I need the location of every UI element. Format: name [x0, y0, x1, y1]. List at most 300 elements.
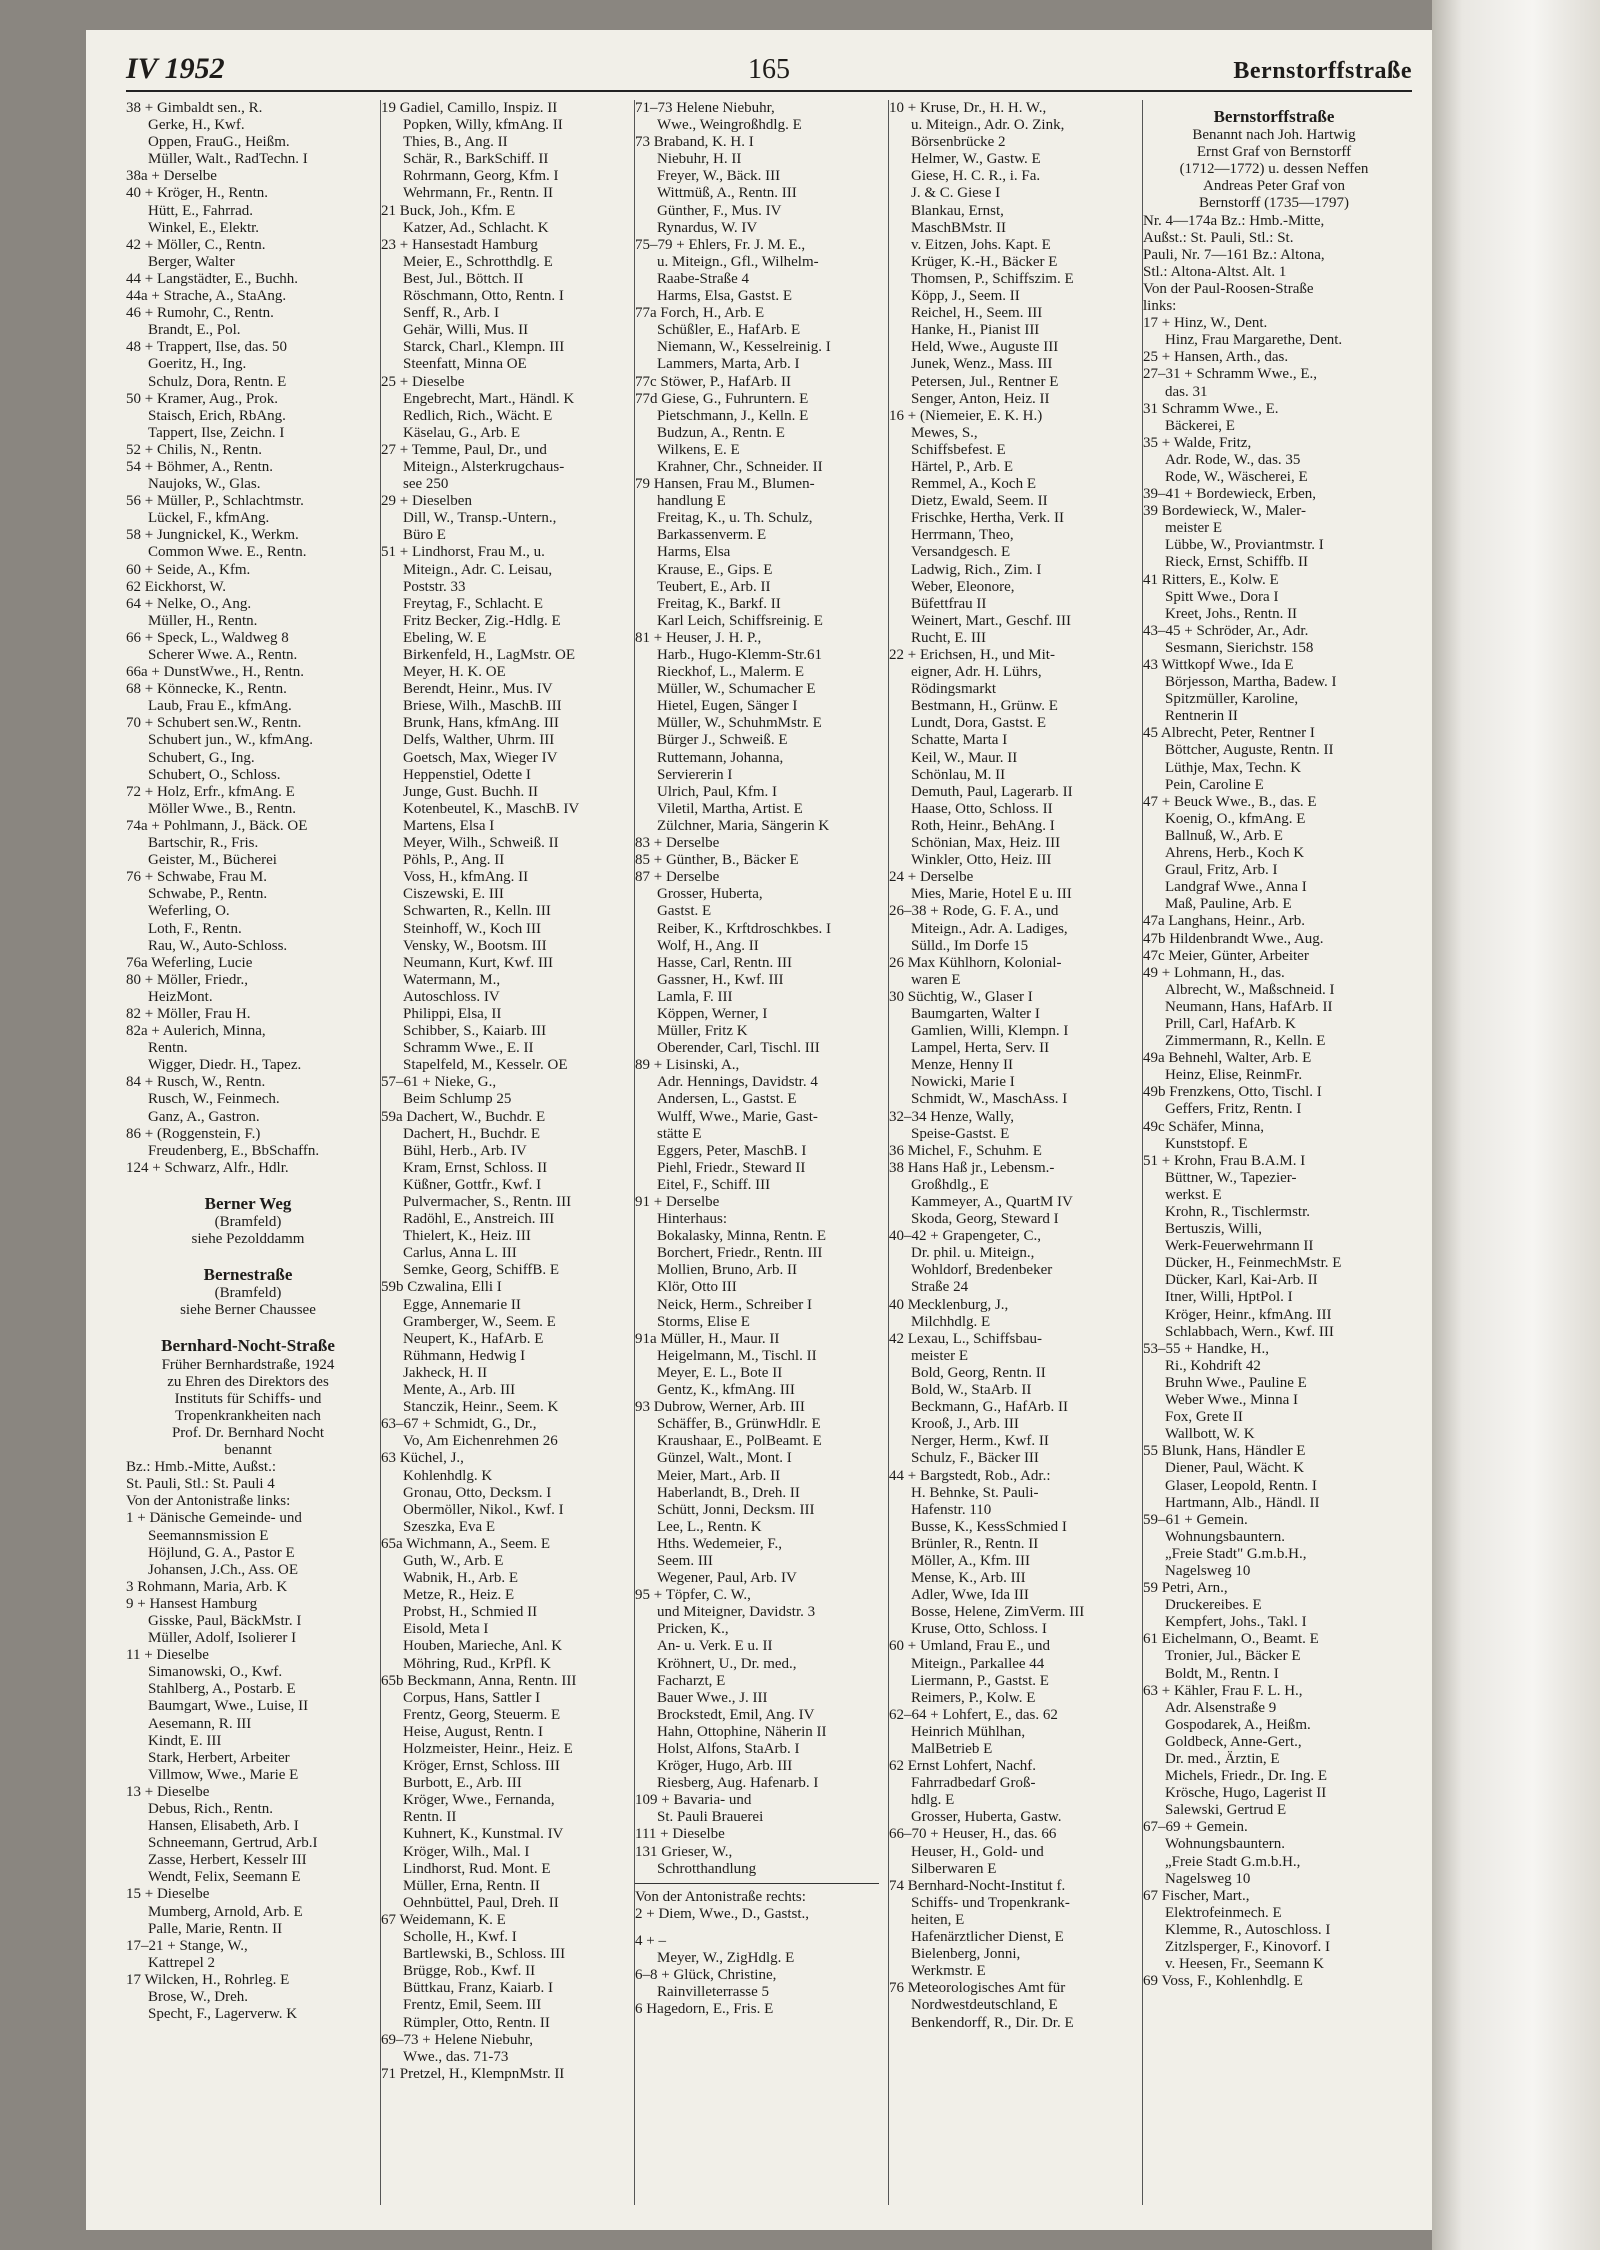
resident-entry: Müller, W., SchuhmMstr. E	[657, 715, 822, 732]
resident-entry: eigner, Adr. H. Lührs,	[911, 664, 1042, 681]
resident-entry: Probst, H., Schmied II	[403, 1604, 538, 1621]
resident-entry: Geister, M., Bücherei	[148, 852, 277, 869]
house-entry: Von der Antonistraße links:	[126, 1493, 291, 1510]
house-entry: 70 + Schubert sen.W., Rentn.	[126, 715, 302, 732]
resident-entry: Hafenstr. 110	[911, 1501, 992, 1518]
house-entry: 53–55 + Handke, H.,	[1143, 1340, 1269, 1357]
resident-entry: Mense, K., Arb. III	[911, 1570, 1026, 1587]
resident-entry: Schäffer, B., GrünwHdlr. E	[657, 1416, 821, 1433]
resident-entry: Druckereibes. E	[1165, 1597, 1262, 1614]
resident-entry: Junek, Wenz., Mass. III	[911, 356, 1053, 373]
resident-entry: Möhring, Rud., KrPfl. K	[403, 1655, 551, 1672]
resident-entry: Kotenbeutel, K., MaschB. IV	[403, 800, 580, 817]
house-entry: 49 + Lohmann, H., das.	[1143, 964, 1285, 981]
resident-entry: Adr. Alsenstraße 9	[1165, 1699, 1277, 1716]
resident-entry: Eggers, Peter, MaschB. I	[657, 1142, 807, 1159]
resident-entry: Schmidt, W., MaschAss. I	[911, 1091, 1068, 1108]
house-entry: 111 + Dieselbe	[635, 1826, 725, 1843]
resident-entry: Dietz, Ewald, Seem. II	[911, 493, 1048, 510]
resident-entry: Birkenfeld, H., LagMstr. OE	[403, 647, 576, 663]
house-entry: 50 + Kramer, Aug., Prok.	[126, 390, 279, 407]
house-entry: 72 + Holz, Erfr., kfmAng. E	[126, 783, 295, 800]
resident-entry: Mies, Marie, Hotel E u. III	[911, 886, 1072, 903]
resident-entry: Hinterhaus:	[657, 1211, 727, 1228]
resident-entry: Held, Wwe., Auguste III	[911, 339, 1059, 356]
resident-entry: Dachert, H., Buchdr. E	[403, 1125, 541, 1142]
resident-entry: Schwabe, P., Rentn.	[148, 886, 268, 903]
resident-entry: Hansen, Elisabeth, Arb. I	[148, 1818, 299, 1835]
house-entry: 66–70 + Heuser, H., das. 66	[889, 1826, 1057, 1843]
resident-entry: Roth, Heinr., BehAng. I	[911, 817, 1055, 834]
street-note: zu Ehren des Direktors des	[167, 1373, 329, 1390]
resident-entry: Liermann, P., Gastst. E	[911, 1672, 1049, 1689]
column-5	[1142, 100, 1405, 2205]
house-entry: 22 + Erichsen, H., und Mit-	[889, 647, 1055, 663]
resident-entry: Rentn.	[148, 1040, 188, 1057]
resident-entry: Ulrich, Paul, Kfm. I	[657, 783, 777, 800]
street-note: (Bramfeld)	[214, 1214, 282, 1230]
house-entry: Nr. 4—174a Bz.: Hmb.-Mitte,	[1143, 212, 1325, 229]
house-entry: 69 Voss, F., Kohlenhdlg. E	[1143, 1973, 1303, 1990]
resident-entry: Müller, Fritz K	[657, 1023, 748, 1040]
resident-entry: Schubert, O., Schloss.	[148, 766, 281, 783]
resident-entry: Reimers, P., Kolw. E	[911, 1689, 1036, 1706]
resident-entry: Oehnbüttel, Paul, Dreh. II	[403, 1894, 559, 1911]
resident-entry: Fox, Grete II	[1165, 1409, 1243, 1426]
house-entry: 68 + Könnecke, K., Rentn.	[126, 681, 287, 698]
resident-entry: Schatte, Marta I	[911, 732, 1008, 749]
resident-entry: Küßner, Gottfr., Kwf. I	[403, 1176, 542, 1193]
resident-entry: Villmow, Wwe., Marie E	[148, 1766, 299, 1783]
resident-entry: Kröhnert, U., Dr. med.,	[657, 1655, 797, 1672]
resident-entry: Facharzt, E	[657, 1672, 726, 1689]
house-entry: 41 Ritters, E., Kolw. E	[1143, 571, 1279, 588]
resident-entry: Serviererin I	[657, 766, 733, 783]
resident-entry: Hietel, Eugen, Sänger I	[657, 698, 798, 715]
resident-entry: Stark, Herbert, Arbeiter	[148, 1749, 290, 1766]
resident-entry: Semke, Georg, SchiffB. E	[403, 1262, 560, 1279]
resident-entry: Staisch, Erich, RbAng.	[148, 407, 286, 424]
resident-entry: Salewski, Gertrud E	[1165, 1802, 1287, 1819]
resident-entry: Petersen, Jul., Rentner E	[911, 373, 1059, 390]
house-entry: Von der Antonistraße rechts:	[635, 1888, 806, 1905]
resident-entry: Oberender, Carl, Tischl. III	[657, 1040, 820, 1057]
resident-entry: das. 31	[1165, 383, 1208, 400]
resident-entry: Heinz, Elise, ReinmFr.	[1165, 1067, 1303, 1084]
resident-entry: v. Heesen, Fr., Seemann K	[1165, 1956, 1324, 1973]
resident-entry: Common Wwe. E., Rentn.	[148, 544, 307, 561]
house-entry: 80 + Möller, Friedr.,	[126, 971, 249, 988]
resident-entry: Lückel, F., kfmAng.	[148, 510, 270, 527]
resident-entry: Demuth, Paul, Lagerarb. II	[911, 783, 1073, 800]
resident-entry: Kruse, Otto, Schloss. I	[911, 1621, 1047, 1638]
resident-entry: Lüthje, Max, Techn. K	[1165, 759, 1302, 776]
resident-entry: Beckmann, G., HafArb. II	[911, 1399, 1069, 1416]
resident-entry: Gastst. E	[657, 903, 712, 920]
house-entry: 71 Pretzel, H., KlempnMstr. II	[381, 2065, 565, 2082]
resident-entry: Schulz, F., Bäcker III	[911, 1450, 1039, 1467]
resident-entry: Neumann, Hans, HafArb. II	[1165, 998, 1333, 1015]
resident-entry: Milchhdlg. E	[911, 1313, 991, 1330]
street-note: (Bramfeld)	[214, 1285, 282, 1302]
resident-entry: Beim Schlump 25	[403, 1091, 512, 1108]
resident-entry: Seem. III	[657, 1552, 713, 1569]
resident-entry: Keil, W., Maur. II	[911, 749, 1018, 766]
resident-entry: Silberwaren E	[911, 1860, 997, 1877]
street-note: Prof. Dr. Bernhard Nocht	[171, 1424, 325, 1441]
house-entry: 25 + Hansen, Arth., das.	[1143, 349, 1289, 366]
house-entry: 76a Weferling, Lucie	[126, 954, 253, 971]
section-gap	[126, 1319, 370, 1329]
resident-entry: Gerke, H., Kwf.	[148, 117, 245, 134]
resident-entry: Naujoks, W., Glas.	[148, 476, 261, 493]
resident-entry: Schlabbach, Wern., Kwf. III	[1165, 1323, 1334, 1340]
resident-entry: Kraushaar, E., PolBeamt. E	[657, 1433, 822, 1450]
resident-entry: Zitzlsperger, F., Kinovorf. I	[1165, 1939, 1330, 1956]
resident-entry: und Miteigner, Davidstr. 3	[657, 1604, 816, 1621]
resident-entry: Kreet, Johs., Rentn. II	[1165, 605, 1298, 622]
resident-entry: Zimmermann, R., Kelln. E	[1165, 1033, 1326, 1050]
resident-entry: Aesemann, R. III	[148, 1715, 252, 1732]
resident-entry: Raabe-Straße 4	[657, 270, 750, 287]
house-entry: 67–69 + Gemein.	[1143, 1819, 1248, 1836]
house-entry: 29 + Dieselben	[381, 493, 472, 510]
resident-entry: Kram, Ernst, Schloss. II	[403, 1159, 548, 1176]
resident-entry: Bäckerei, E	[1165, 417, 1235, 434]
resident-entry: Baumgart, Wwe., Luise, II	[148, 1698, 309, 1715]
page-binding-edge	[1432, 0, 1600, 2250]
house-entry: 40 + Kröger, H., Rentn.	[126, 185, 269, 202]
resident-entry: Hinz, Frau Margarethe, Dent.	[1165, 332, 1343, 349]
resident-entry: Hanke, H., Pianist III	[911, 322, 1040, 339]
resident-entry: meister E	[1165, 520, 1223, 537]
resident-entry: Lammers, Marta, Arb. I	[657, 356, 800, 373]
resident-entry: Bartschir, R., Fris.	[148, 835, 259, 852]
resident-entry: Bertuszis, Willi,	[1165, 1221, 1263, 1238]
house-entry: 1 + Dänische Gemeinde- und	[126, 1510, 302, 1527]
section-rule	[635, 1883, 879, 1884]
house-entry: 62–64 + Lohfert, E., das. 62	[889, 1706, 1058, 1723]
house-entry: 59b Czwalina, Elli I	[381, 1279, 502, 1296]
resident-entry: Meyer, W., ZigHdlg. E	[657, 1950, 795, 1967]
resident-entry: Adr. Rode, W., das. 35	[1165, 451, 1301, 468]
resident-entry: Michels, Friedr., Dr. Ing. E	[1165, 1768, 1328, 1785]
resident-entry: Zasse, Herbert, Kesselr III	[148, 1852, 307, 1869]
house-entry: 42 + Möller, C., Rentn.	[126, 236, 266, 253]
house-entry: 65a Wichmann, A., Seem. E	[381, 1535, 551, 1552]
house-entry: 10 + Kruse, Dr., H. H. W.,	[889, 100, 1047, 116]
house-entry: 31 Schramm Wwe., E.	[1143, 400, 1279, 417]
resident-entry: Stapelfeld, M., Kesselr. OE	[403, 1057, 568, 1074]
column-3	[634, 100, 879, 2205]
house-entry: 16 + (Niemeier, E. K. H.)	[889, 407, 1043, 424]
resident-entry: Meier, Mart., Arb. II	[657, 1467, 781, 1484]
resident-entry: Schubert jun., W., kfmAng.	[148, 732, 313, 749]
resident-entry: Wallbott, W. K	[1165, 1426, 1255, 1443]
resident-entry: Schütt, Jonni, Decksm. III	[657, 1501, 815, 1518]
resident-entry: Itner, Willi, HptPol. I	[1165, 1289, 1293, 1306]
house-entry: 47a Langhans, Heinr., Arb.	[1143, 913, 1306, 930]
resident-entry: Schüßler, E., HafArb. E	[657, 322, 801, 339]
header-rule	[126, 90, 1412, 92]
resident-entry: Riesberg, Aug. Hafenarb. I	[657, 1775, 819, 1792]
resident-entry: Stahlberg, A., Postarb. E	[148, 1681, 296, 1698]
resident-entry: Blankau, Ernst,	[911, 202, 1004, 219]
resident-entry: Möller, A., Kfm. III	[911, 1552, 1030, 1569]
resident-entry: Meyer, H. K. OE	[403, 664, 506, 681]
street-note: (1712—1772) u. dessen Neffen	[1179, 161, 1369, 178]
resident-entry: Carlus, Anna L. III	[403, 1245, 517, 1262]
resident-entry: Rieck, Ernst, Schiffb. II	[1165, 554, 1309, 571]
resident-entry: Frischke, Hertha, Verk. II	[911, 510, 1065, 527]
resident-entry: Spitzmüller, Karoline,	[1165, 691, 1299, 708]
resident-entry: Specht, F., Lagerverw. K	[148, 2006, 298, 2023]
house-entry: 35 + Walde, Fritz,	[1143, 434, 1252, 451]
house-entry: 56 + Müller, P., Schlachtmstr.	[126, 493, 304, 510]
resident-entry: Schrotthandlung	[657, 1860, 757, 1877]
resident-entry: Neupert, K., HafArb. E	[403, 1330, 544, 1347]
resident-entry: Rainvilleterrasse 5	[657, 1984, 770, 2001]
house-entry: 38 Hans Haß jr., Lebensm.-	[889, 1159, 1055, 1176]
resident-entry: hdlg. E	[911, 1792, 955, 1809]
resident-entry: Graul, Fritz, Arb. I	[1165, 862, 1278, 879]
resident-entry: Pricken, K.,	[657, 1621, 729, 1638]
resident-entry: Krösche, Hugo, Lagerist II	[1165, 1785, 1327, 1802]
resident-entry: Müller, Erna, Rentn. II	[403, 1877, 540, 1894]
house-entry: 43 Wittkopf Wwe., Ida E	[1143, 657, 1294, 673]
resident-entry: Wohnungsbauntern.	[1165, 1836, 1286, 1853]
house-entry: 49b Frenzkens, Otto, Tischl. I	[1143, 1084, 1322, 1101]
house-entry: 6–8 + Glück, Christine,	[635, 1967, 777, 1984]
house-entry: Stl.: Altona-Altst. Alt. 1	[1143, 263, 1287, 280]
street-note: siehe Berner Chaussee	[180, 1302, 316, 1319]
house-entry: 93 Dubrow, Werner, Arb. III	[635, 1399, 805, 1416]
resident-entry: Büttkau, Franz, Kaiarb. I	[403, 1980, 553, 1997]
resident-entry: Röschmann, Otto, Rentn. I	[403, 288, 564, 305]
street-heading: Bernstorffstraße	[1213, 107, 1335, 126]
resident-entry: Stanczik, Heinr., Seem. K	[403, 1399, 559, 1416]
house-entry: 32–34 Henze, Wally,	[889, 1108, 1015, 1125]
resident-entry: Ahrens, Herb., Koch K	[1165, 845, 1305, 862]
resident-entry: Gramberger, W., Seem. E	[403, 1313, 556, 1330]
resident-entry: Rieckhof, L., Malerm. E	[657, 664, 805, 681]
resident-entry: Miteign., Adr. C. Leisau,	[403, 561, 553, 578]
resident-entry: Ruttemann, Johanna,	[657, 749, 784, 766]
resident-entry: Dill, W., Transp.-Untern.,	[403, 510, 557, 527]
resident-entry: see 250	[403, 476, 449, 493]
resident-entry: Käselau, G., Arb. E	[403, 424, 521, 441]
resident-entry: Thielert, K., Heiz. III	[403, 1228, 531, 1245]
resident-entry: Kunststopf. E	[1165, 1135, 1248, 1152]
house-entry: 62 Ernst Lohfert, Nachf.	[889, 1758, 1037, 1775]
resident-entry: Meyer, E. L., Bote II	[657, 1364, 783, 1381]
street-note: Tropenkrankheiten nach	[175, 1407, 321, 1424]
house-entry: 77d Giese, G., Fuhruntern. E	[635, 390, 809, 407]
resident-entry: Rümpler, Otto, Rentn. II	[403, 2014, 550, 2031]
resident-entry: Kuhnert, K., Kunstmal. IV	[403, 1826, 564, 1843]
house-entry: 87 + Derselbe	[635, 869, 720, 886]
resident-entry: Pein, Caroline E	[1165, 776, 1264, 793]
resident-entry: Wegener, Paul, Arb. IV	[657, 1570, 797, 1587]
resident-entry: u. Miteign., Adr. O. Zink,	[911, 117, 1065, 134]
resident-entry: Bold, Georg, Rentn. II	[911, 1364, 1046, 1381]
resident-entry: Corpus, Hans, Sattler I	[403, 1689, 541, 1706]
resident-entry: Winkler, Otto, Heiz. III	[911, 852, 1052, 869]
resident-entry: handlung E	[657, 493, 726, 510]
resident-entry: Eitel, F., Schiff. III	[657, 1176, 771, 1193]
house-entry: 81 + Heuser, J. H. P.,	[635, 629, 762, 646]
resident-entry: Müller, H., Rentn.	[148, 612, 258, 629]
resident-entry: Kröger, Wwe., Fernanda,	[403, 1792, 555, 1809]
resident-entry: Börjesson, Martha, Badew. I	[1165, 674, 1337, 691]
house-entry: 11 + Dieselbe	[126, 1647, 209, 1664]
house-entry: St. Pauli, Stl.: St. Pauli 4	[126, 1476, 275, 1493]
house-entry: links:	[1143, 298, 1177, 315]
house-entry: 19 Gadiel, Camillo, Inspiz. II	[381, 100, 558, 116]
resident-entry: Freyer, W., Bäck. III	[657, 168, 781, 185]
house-entry: 91a Müller, H., Maur. II	[635, 1330, 780, 1347]
street-note: Andreas Peter Graf von	[1202, 178, 1346, 195]
house-entry: 39–41 + Bordewieck, Erben,	[1143, 486, 1316, 503]
house-entry: 17–21 + Stange, W.,	[126, 1937, 248, 1954]
resident-entry: Hütt, E., Fahrrad.	[148, 202, 253, 219]
resident-entry: Spitt Wwe., Dora I	[1165, 588, 1279, 605]
house-entry: 47 + Beuck Wwe., B., das. E	[1143, 793, 1317, 810]
house-entry: 27 + Temme, Paul, Dr., und	[381, 441, 547, 458]
resident-entry: Miteign., Adr. A. Ladiges,	[911, 920, 1068, 937]
resident-entry: Nowicki, Marie I	[911, 1074, 1015, 1091]
resident-entry: Möller Wwe., B., Rentn.	[148, 800, 297, 817]
resident-entry: Kindt, E. III	[148, 1732, 222, 1749]
house-entry: 46 + Rumohr, C., Rentn.	[126, 305, 274, 322]
resident-entry: Watermann, M.,	[403, 971, 501, 988]
resident-entry: v. Eitzen, Johs. Kapt. E	[911, 236, 1051, 253]
resident-entry: Klör, Otto III	[657, 1279, 737, 1296]
resident-entry: Rusch, W., Feinmech.	[148, 1091, 280, 1108]
resident-entry: Frentz, Georg, Steuerm. E	[403, 1706, 561, 1723]
house-entry: 73 Braband, K. H. I	[635, 134, 754, 151]
resident-entry: Laub, Frau E., kfmAng.	[148, 698, 292, 715]
resident-entry: Werk-Feuerwehrmann II	[1165, 1238, 1314, 1255]
house-entry: 27–31 + Schramm Wwe., E.,	[1143, 366, 1317, 383]
street-heading: Bernestraße	[203, 1265, 293, 1285]
resident-entry: Mumberg, Arnold, Arb. E	[148, 1903, 303, 1920]
resident-entry: Holst, Alfons, StaArb. I	[657, 1741, 800, 1757]
house-entry: 25 + Dieselbe	[381, 373, 465, 390]
resident-entry: Wabnik, H., Arb. E	[403, 1570, 519, 1587]
house-entry: 86 + (Roggenstein, F.)	[126, 1125, 261, 1142]
house-entry: 17 + Hinz, W., Dent.	[1143, 315, 1268, 332]
house-entry: 74 Bernhard-Nocht-Institut f.	[889, 1877, 1066, 1894]
resident-entry: Baumgarten, Walter I	[911, 1005, 1040, 1022]
house-entry: 15 + Dieselbe	[126, 1886, 210, 1903]
house-entry: 26 Max Kühlhorn, Kolonial-	[889, 954, 1062, 971]
resident-entry: Teubert, E., Arb. II	[657, 578, 771, 595]
resident-entry: Brügge, Rob., Kwf. II	[403, 1963, 536, 1980]
house-entry: 83 + Derselbe	[635, 835, 720, 852]
resident-entry: Brockstedt, Emil, Ang. IV	[657, 1706, 815, 1723]
resident-entry: Budzun, A., Rentn. E	[657, 424, 785, 441]
resident-entry: Starck, Charl., Klempn. III	[403, 339, 565, 356]
resident-entry: Skoda, Georg, Steward I	[911, 1211, 1059, 1228]
resident-entry: „Freie Stadt G.m.b.H.,	[1165, 1853, 1301, 1870]
resident-entry: Delfs, Walther, Uhrm. III	[403, 732, 555, 749]
resident-entry: Seemannsmission E	[148, 1527, 269, 1544]
resident-entry: Rentnerin II	[1165, 708, 1238, 725]
resident-entry: Großhdlg., E	[911, 1176, 989, 1193]
resident-entry: Miteign., Parkallee 44	[911, 1655, 1045, 1672]
resident-entry: Heinrich Mühlhan,	[911, 1723, 1026, 1740]
resident-entry: Dr. phil. u. Miteign.,	[911, 1245, 1035, 1262]
resident-entry: Kammeyer, A., QuartM IV	[911, 1194, 1073, 1210]
house-entry: 36 Michel, F., Schuhm. E	[889, 1142, 1042, 1159]
resident-entry: Schwarten, R., Kelln. III	[403, 903, 551, 920]
resident-entry: Geffers, Fritz, Rentn. I	[1165, 1101, 1302, 1118]
house-entry: 51 + Lindhorst, Frau M., u.	[381, 544, 545, 561]
house-entry: 6 Hagedorn, E., Fris. E	[635, 2001, 774, 2018]
house-entry: 40–42 + Grapengeter, C.,	[889, 1228, 1041, 1245]
resident-entry: Krause, E., Gips. E	[657, 561, 773, 578]
house-entry: 39 Bordewieck, W., Maler-	[1143, 503, 1306, 520]
house-entry: 13 + Dieselbe	[126, 1783, 210, 1800]
house-entry: 24 + Derselbe	[889, 869, 974, 886]
resident-entry: Schönian, Max, Heiz. III	[911, 835, 1061, 852]
resident-entry: Vo, Am Eichenrehmen 26	[403, 1433, 558, 1450]
house-entry: 44a + Strache, A., StaAng.	[126, 288, 287, 305]
house-entry: 38a + Derselbe	[126, 168, 217, 185]
house-entry: 4 + –	[635, 1932, 666, 1949]
street-note: Benannt nach Joh. Hartwig	[1192, 127, 1356, 144]
resident-entry: Scherer Wwe. A., Rentn.	[148, 647, 298, 663]
resident-entry: Pietschmann, J., Kelln. E	[657, 407, 809, 424]
resident-entry: Böttcher, Auguste, Rentn. II	[1165, 742, 1334, 759]
resident-entry: Bold, W., StaArb. II	[911, 1382, 1032, 1399]
resident-entry: Mollien, Bruno, Arb. II	[657, 1262, 797, 1279]
resident-entry: Engebrecht, Mart., Händl. K	[403, 390, 575, 407]
resident-entry: Diener, Paul, Wächt. K	[1165, 1460, 1305, 1477]
resident-entry: Freytag, F., Schlacht. E	[403, 595, 544, 612]
house-entry: 45 Albrecht, Peter, Rentner I	[1143, 725, 1315, 742]
street-note: benannt	[224, 1442, 272, 1459]
resident-entry: Schibber, S., Kaiarb. III	[403, 1023, 547, 1040]
resident-entry: Remmel, A., Koch E	[911, 476, 1036, 493]
resident-entry: meister E	[911, 1347, 969, 1364]
resident-entry: Szeszka, Eva E	[403, 1518, 496, 1535]
resident-entry: Hartmann, Alb., Händl. II	[1165, 1494, 1320, 1511]
section-gap	[126, 1177, 370, 1187]
resident-entry: Freitag, K., Barkf. II	[657, 595, 781, 612]
resident-entry: Landgraf Wwe., Anna I	[1165, 879, 1307, 896]
resident-entry: Meier, E., Schrotthdlg. E	[403, 253, 553, 270]
resident-entry: Palle, Marie, Rentn. II	[148, 1920, 283, 1937]
resident-entry: Borchert, Friedr., Rentn. III	[657, 1245, 823, 1262]
house-entry: 85 + Günther, B., Bäcker E	[635, 852, 799, 869]
resident-entry: Weinert, Mart., Geschf. III	[911, 612, 1071, 629]
house-entry: 61 Eichelmann, O., Beamt. E	[1143, 1631, 1319, 1648]
resident-entry: Berendt, Heinr., Mus. IV	[403, 681, 553, 698]
house-entry: 47b Hildenbrandt Wwe., Aug.	[1143, 930, 1324, 947]
resident-entry: Vensky, W., Bootsm. III	[403, 937, 547, 954]
resident-entry: Heuser, H., Gold- und	[911, 1843, 1044, 1860]
resident-entry: Elektrofeinmech. E	[1165, 1904, 1282, 1921]
resident-entry: Rode, W., Wäscherei, E	[1165, 468, 1308, 485]
resident-entry: Grosser, Huberta, Gastw.	[911, 1809, 1062, 1826]
resident-entry: Dücker, H., FeinmechMstr. E	[1165, 1255, 1342, 1272]
resident-entry: Büttner, W., Tapezier-	[1165, 1169, 1297, 1186]
house-entry: 3 Rohmann, Maria, Arb. K	[126, 1578, 288, 1595]
house-entry: 66 + Speck, L., Waldweg 8	[126, 629, 289, 646]
resident-entry: Schönlau, M. II	[911, 766, 1006, 783]
